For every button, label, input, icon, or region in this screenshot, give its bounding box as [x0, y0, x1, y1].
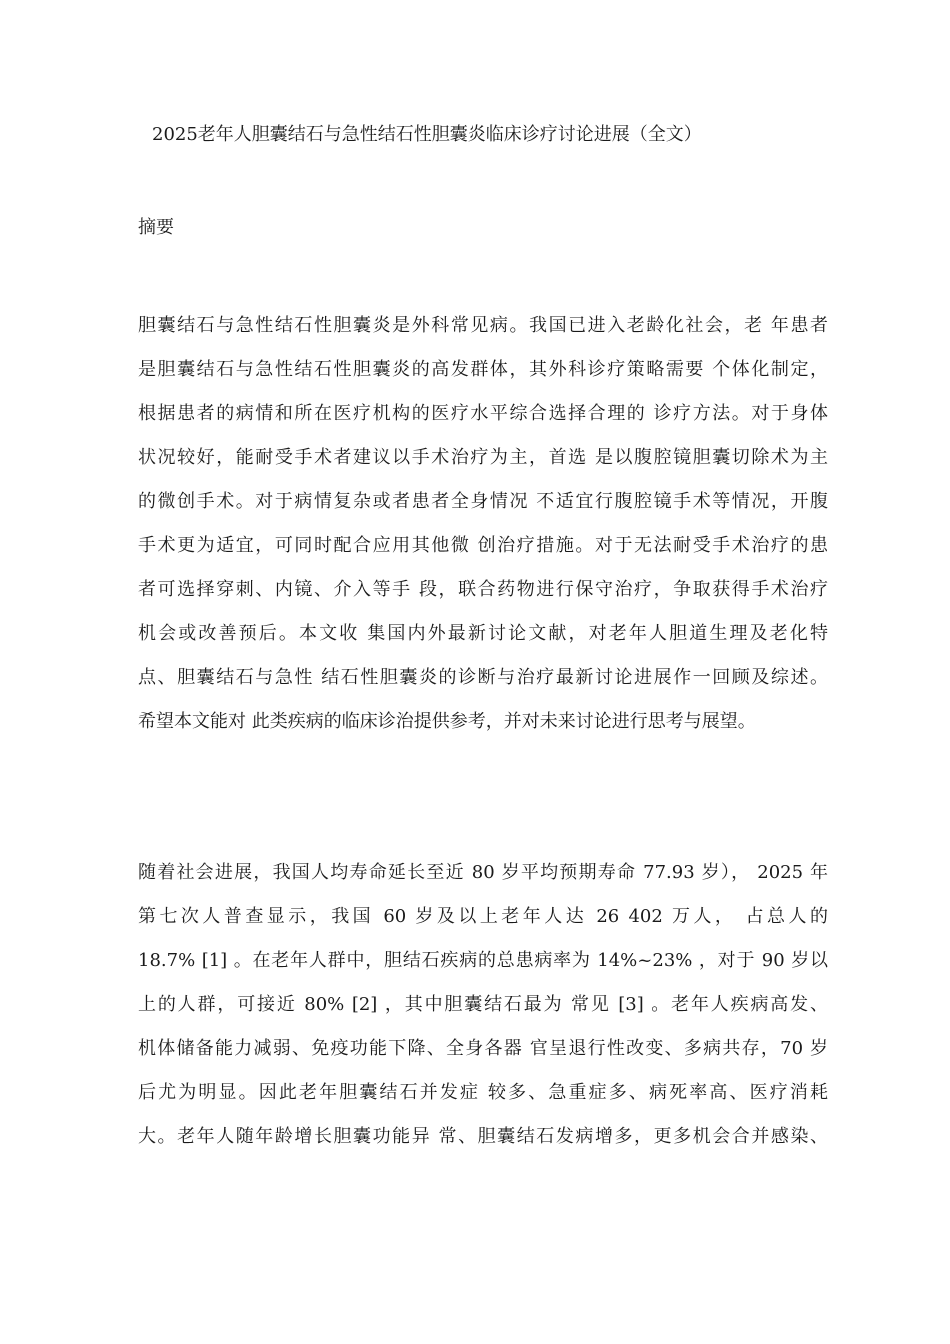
body-line: 18.7% [1] 。在老年人群中，胆结石疾病的总患病率为 14%~23% ，对于 90 岁以 — [138, 950, 828, 971]
abstract-paragraph — [138, 304, 828, 744]
abstract-line: 手术更为适宜，可同时配合应用其他微 创治疗措施。对于无法耐受手术治疗的患 — [138, 535, 828, 556]
abstract-line: 根据患者的病情和所在医疗机构的医疗水平综合选择合理的 诊疗方法。对于身体 — [138, 403, 828, 424]
document-title: 2025老年人胆囊结石与急性结石性胆囊炎临床诊疗讨论进展（全文） — [152, 124, 702, 145]
body-line: 第七次人普查显示，我国 60 岁及以上老年人达 26 402 万人， 占总人的 — [138, 906, 828, 927]
abstract-line: 点、胆囊结石与急性 结石性胆囊炎的诊断与治疗最新讨论进展作一回顾及综述。 — [138, 667, 828, 688]
abstract-heading: 摘要 — [138, 217, 174, 238]
body-line: 后尤为明显。因此老年胆囊结石并发症 较多、急重症多、病死率高、医疗消耗 — [138, 1082, 828, 1103]
abstract-line: 的微创手术。对于病情复杂或者患者全身情况 不适宜行腹腔镜手术等情况，开腹 — [138, 491, 828, 512]
body-paragraph — [138, 851, 828, 1159]
body-line: 上的人群，可接近 80% [2] ，其中胆囊结石最为 常见 [3] 。老年人疾病高发、 — [138, 994, 828, 1015]
abstract-line: 机会或改善预后。本文收 集国内外最新讨论文献，对老年人胆道生理及老化特 — [138, 623, 828, 644]
abstract-line: 是胆囊结石与急性结石性胆囊炎的高发群体，其外科诊疗策略需要 个体化制定， — [138, 359, 828, 380]
body-line: 随着社会进展，我国人均寿命延长至近 80 岁平均预期寿命 77.93 岁）， 2025 年 — [138, 862, 828, 883]
body-line: 大。老年人随年龄增长胆囊功能异 常、胆囊结石发病增多，更多机会合并感染、 — [138, 1126, 828, 1147]
abstract-line: 胆囊结石与急性结石性胆囊炎是外科常见病。我国已进入老龄化社会，老 年患者 — [138, 315, 828, 336]
abstract-line: 希望本文能对 此类疾病的临床诊治提供参考，并对未来讨论进行思考与展望。 — [138, 711, 756, 732]
abstract-line: 状况较好，能耐受手术者建议以手术治疗为主，首选 是以腹腔镜胆囊切除术为主 — [138, 447, 828, 468]
body-line: 机体储备能力减弱、免疫功能下降、全身各器 官呈退行性改变、多病共存，70 岁 — [138, 1038, 828, 1059]
abstract-line: 者可选择穿刺、内镜、介入等手 段，联合药物进行保守治疗，争取获得手术治疗 — [138, 579, 828, 600]
